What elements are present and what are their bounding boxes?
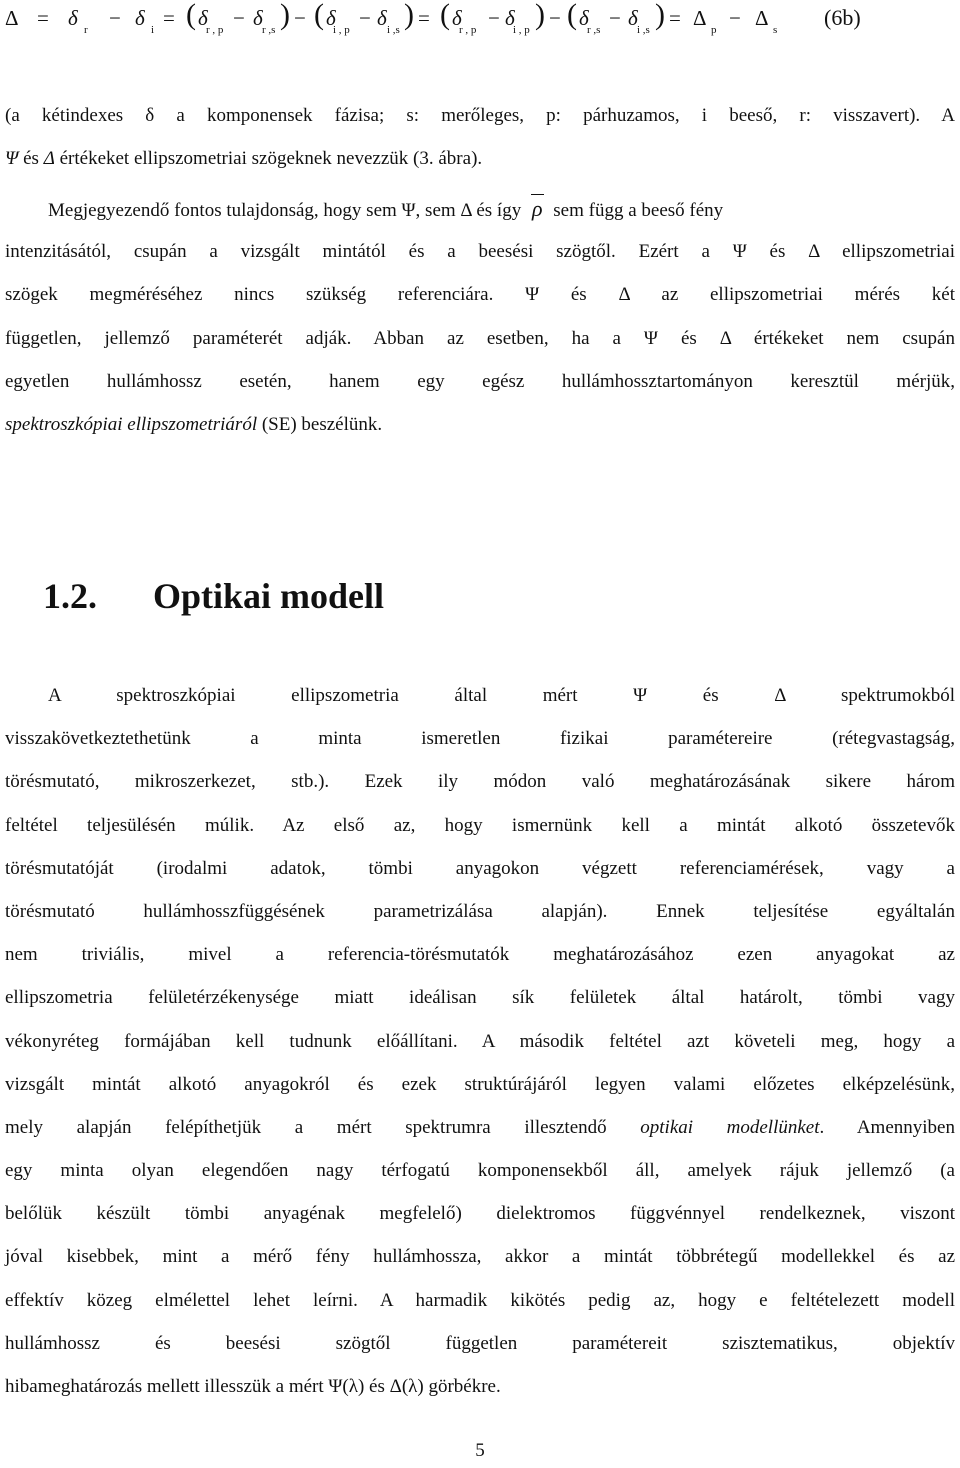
eq-delta-is: δ [377,6,387,30]
text-line: hibameghatározás mellett illesszük a mért Ψ(λ) és Δ(λ) görbékre. [5,1376,501,1397]
text-line: intenzitásától, csupán a vizsgált mintától és a beesési szögtől. Ezért a Ψ és Δ ellipszometriai [5,241,955,263]
eq-sub-rp-2: r , p [459,24,477,36]
text-fragment: értékeket ellipszometriai szögeknek nevezzük (3. ábra). [59,148,483,170]
eq-equals-3: = [418,6,430,30]
equation-6b [0,0,960,50]
text-line: törésmutatóját (irodalmi adatok, tömbi anyagokon végzett referenciamérések, vagy a [5,857,955,879]
eq-delta-rs: δ [253,6,263,30]
eq-minus-7: − [609,6,621,30]
eq-delta-ip: δ [326,6,336,30]
text-fragment: . Amennyiben [819,1116,955,1138]
text-line: egyetlen hullámhossz esetén, hanem egy egész hullámhossztartományon keresztül mérjük, [5,370,955,392]
text-fragment: mely alapján felépíthetjük a mért spektrumra illesztendő [5,1116,607,1138]
text-line: szögek megméréséhez nincs szükség referenciára. Ψ és Δ az ellipszometriai mérés két [5,284,955,306]
eq-delta-ip-2: δ [505,6,515,30]
text-fragment: és [23,148,39,170]
text-line: (a kétindexes δ a komponensek fázisa; s: merőleges, p: párhuzamos, i beeső, r: visszavert). A [5,105,955,126]
eq-sub-rp: r , p [206,24,224,36]
eq-paren-close-2: ) [404,0,414,31]
section-heading [43,575,384,617]
eq-sub-s: s [773,24,778,36]
eq-paren-open-1: ( [186,0,196,31]
eq-minus-3: − [294,6,306,30]
eq-delta-rs-2: δ [579,6,589,30]
rho-bar-symbol: ρ [526,196,549,221]
paragraph-optical-model [5,674,955,1408]
eq-minus-5: − [488,6,500,30]
paragraph-ellipsometric-angles [5,187,955,446]
italic-term: spektroszkópiai ellipszometriáról [5,413,258,435]
eq-sub-is: i ,s [387,24,400,36]
italic-term: optikai modellünket [640,1116,820,1138]
text-line: törésmutató hullámhosszfüggésének parametrizálása alapján). Ennek teljesítése egyáltalán [5,900,955,922]
eq-delta-rp-2: δ [452,6,462,30]
text-line: vizsgált mintát alkotó anyagokról és ezek struktúrájáról legyen valami előzetes elképzelésünk, [5,1073,955,1095]
eq-sub-rs: r ,s [262,24,276,36]
eq-equals-2: = [163,6,175,30]
eq-delta-is-2: δ [628,6,638,30]
text-fragment: (SE) beszélünk. [257,413,383,435]
eq-sub-ip: i , p [333,24,350,36]
text-line: nem triviális, mivel a referencia-törésmutatók meghatározásához ezen anyagokat az [5,944,955,966]
page-number: 5 [475,1440,485,1461]
eq-equals-1: = [37,6,49,30]
text-line: ellipszometria felületérzékenysége miatt ideálisan sík felületek által határolt, tömbi vagy [5,987,955,1009]
text-line: effektív közeg elmélettel lehet leírni. A harmadik kikötés pedig az, hogy e feltételezett modell [5,1289,955,1311]
eq-delta-i: δ [135,6,145,30]
psi-symbol: Ψ [5,148,19,170]
eq-sub-ip-2: i , p [513,24,530,36]
text-line [5,137,955,180]
delta-symbol: Δ [43,148,55,170]
eq-minus-4: − [359,6,371,30]
eq-sub-i: i [151,24,155,36]
text-line [5,187,955,230]
section-title: Optikai modell [153,576,385,616]
text-line: független, jellemző paraméterét adják. Abban az esetben, ha a Ψ és Δ értékeket nem csupán [5,327,955,349]
text-fragment: sem függ a beeső fény [553,200,724,221]
text-line: feltétel teljesülésén múlik. Az első az, hogy ismernünk kell a mintát alkotó összetevők [5,814,955,836]
eq-sub-is-2: i ,s [637,24,650,36]
eq-delta-p: Δ [693,6,707,30]
text-line [5,1106,955,1149]
text-line: egy minta olyan elegendően nagy térfogatú komponensekből áll, amelyek rájuk jellemző (a [5,1160,955,1182]
eq-paren-open-2: ( [314,0,324,31]
eq-delta-rp: δ [198,6,208,30]
eq-sub-p: p [711,24,717,36]
equation-number: (6b) [824,5,861,30]
eq-minus-2: − [233,6,245,30]
text-line: törésmutató, mikroszerkezet, stb.). Ezek ily módon való meghatározásának sikere három [5,771,955,793]
eq-sub-rs-2: r ,s [587,24,601,36]
text-line: belőlük készült tömbi anyagénak megfelelő) dielektromos függvénnyel rendelkeznek, viszont [5,1203,955,1225]
section-number: 1.2. [43,576,97,616]
eq-equals-4: = [669,6,681,30]
text-line: visszakövetkeztethetünk a minta ismeretlen fizikai paramétereire (rétegvastagság, [5,728,955,750]
eq-paren-close-4: ) [655,0,665,31]
text-line [5,403,955,446]
eq-paren-open-4: ( [567,0,577,31]
eq-paren-close-1: ) [280,0,290,31]
eq-delta: Δ [5,6,19,30]
eq-paren-close-3: ) [535,0,545,31]
text-line: A spektroszkópiai ellipszometria által mért Ψ és Δ spektrumokból [48,685,955,706]
eq-minus-6: − [549,6,561,30]
eq-minus-8: − [729,6,741,30]
paragraph-definitions [5,94,955,180]
text-line: vékonyréteg formájában kell tudnunk előállítani. A második feltétel azt követeli meg, hogy a [5,1030,955,1052]
eq-sub-r: r [84,24,88,36]
text-line: hullámhossz és beesési szögtől független paramétereit szisztematikus, objektív [5,1332,955,1354]
eq-minus-1: − [109,6,121,30]
eq-paren-open-3: ( [440,0,450,31]
text-fragment: Megjegyezendő fontos tulajdonság, hogy sem Ψ, sem Δ és így [48,200,522,221]
text-line: jóval kisebbek, mint a mérő fény hullámhossza, akkor a mintát többrétegű modellekkel és az [5,1246,955,1268]
eq-delta-r: δ [68,6,78,30]
eq-delta-s: Δ [755,6,769,30]
